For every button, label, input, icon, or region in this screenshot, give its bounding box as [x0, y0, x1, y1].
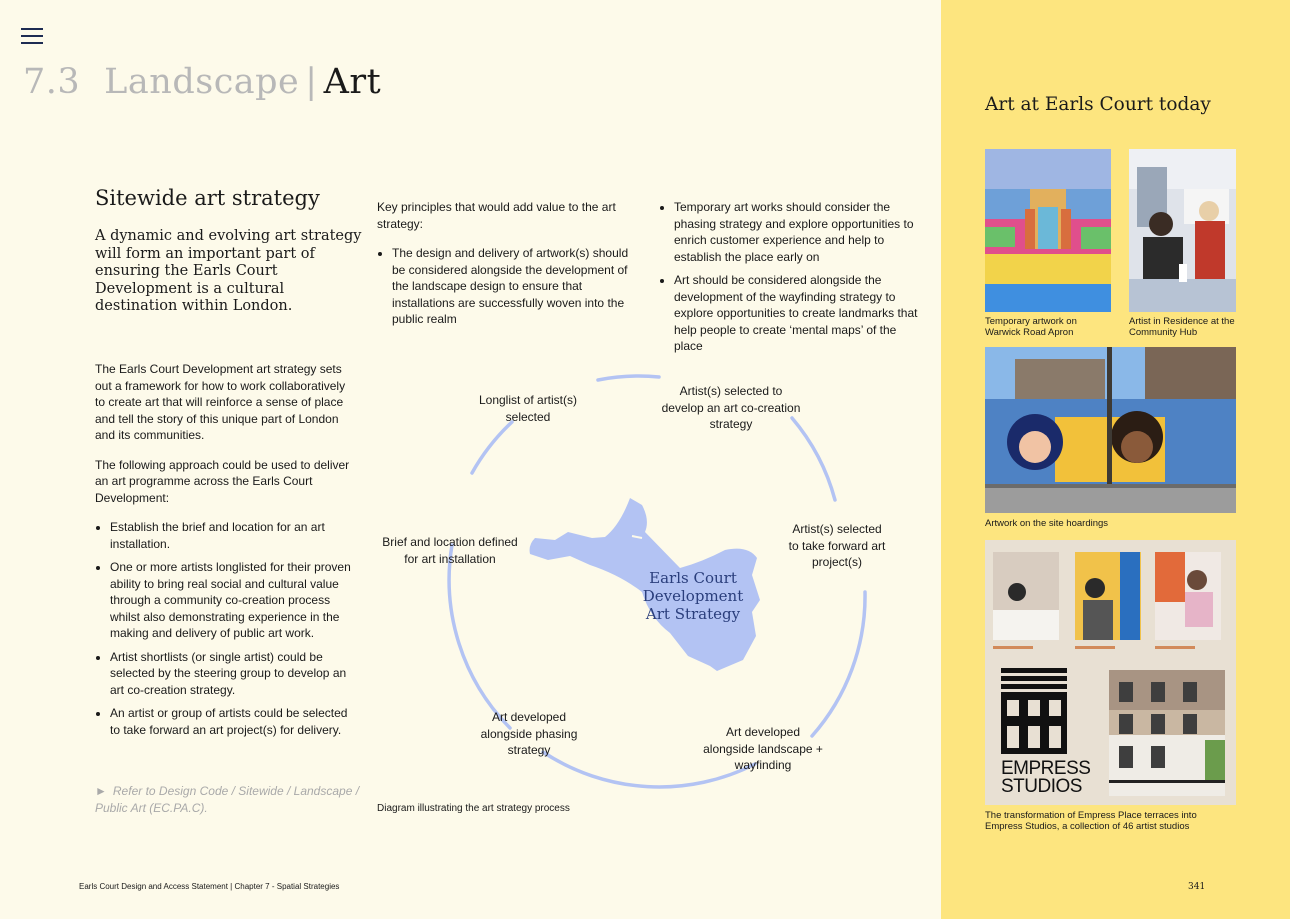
- list-item: • Establish the brief and location for an art installation.: [110, 519, 357, 552]
- principles-intro: Key principles that would add value to the art strategy:: [377, 200, 616, 231]
- art-strategy-diagram: [380, 360, 940, 800]
- section-title: Landscape: [104, 62, 300, 102]
- stage-develop-cocreation: Artist(s) selected to develop an art co-creation strategy: [661, 384, 801, 431]
- temporary-artwork-photo: [985, 149, 1111, 312]
- footer-text: Earls Court Design and Access Statement | Chapter 7 - Spatial Strategies: [79, 882, 340, 891]
- cycle-arc-6: [449, 545, 510, 728]
- arrow-right-icon: ►: [95, 784, 107, 798]
- principles-list: [377, 245, 639, 328]
- site-hoardings-caption: Artwork on the site hoardings: [985, 518, 1109, 529]
- list-item: • The design and delivery of artwork(s) should be considered alongside the development of the landscape design to ensure that installations are successfully woven into the public realm: [392, 245, 639, 328]
- diagram-caption: Diagram illustrating the art strategy process: [377, 803, 570, 814]
- cycle-arc-2: [598, 376, 659, 380]
- stage-longlist: Longlist of artist(s) selected: [478, 393, 578, 424]
- middle-column: [377, 199, 639, 335]
- panel-title: Art at Earls Court today: [985, 94, 1211, 115]
- empress-studios-collage: [985, 540, 1236, 805]
- stage-phasing: Art developed alongside phasing strategy: [480, 710, 578, 757]
- title-separator: |: [305, 62, 318, 102]
- design-code-reference[interactable]: [95, 783, 365, 817]
- cycle-arc-4: [812, 592, 865, 736]
- list-item: • Artist shortlists (or single artist) could be selected by the steering group to develop an art co-creation strategy.: [110, 649, 357, 699]
- cycle-arc-1: [472, 422, 512, 473]
- temporary-artwork-caption: Temporary artwork on Warwick Road Apron: [985, 316, 1077, 338]
- site-hoardings-photo: [985, 347, 1236, 513]
- stage-landscape-wayfinding: Art developed alongside landscape + wayfinding: [703, 725, 823, 772]
- approach-list: [95, 519, 357, 738]
- list-item: • Art should be considered alongside the development of the wayfinding strategy to explore opportunities to create landmarks that help people to create ‘mental maps’ of the place: [674, 272, 927, 355]
- page-title: [23, 62, 381, 102]
- empress-studios-caption: The transformation of Empress Place terraces into Empress Studios, a collection of 46 artist studios: [985, 810, 1197, 832]
- right-column: [659, 199, 927, 362]
- left-body: [95, 361, 357, 745]
- page-title-art: Art: [323, 62, 382, 102]
- reference-link[interactable]: Refer to Design Code / Sitewide / Landscape / Public Art (EC.PA.C).: [95, 784, 360, 815]
- artist-in-residence-photo: [1129, 149, 1236, 312]
- list-item: • Temporary art works should consider the phasing strategy and explore opportunities to enrich customer experience and help to establish the place early on: [674, 199, 927, 265]
- artist-in-residence-caption: Artist in Residence at the Community Hub: [1129, 316, 1235, 338]
- strategy-paragraph: The Earls Court Development art strategy sets out a framework for how to work collaboratively to create art that will reinforce a sense of place and tell the story of this unique part of London and its communities.: [95, 362, 346, 442]
- empress-place-terrace-photo: [1109, 670, 1225, 796]
- page-number: 341: [1188, 882, 1206, 892]
- principles-list-continued: [659, 199, 927, 355]
- empress-studios-logo: [1001, 668, 1071, 758]
- stage-take-forward: Artist(s) selected to take forward art project(s): [788, 522, 886, 569]
- list-item: • One or more artists longlisted for their proven ability to bring real social and cultural value through a community co-creation process whilst also demonstrating experience in the making and delivery of public art work.: [110, 559, 357, 642]
- section-heading: Sitewide art strategy: [95, 186, 320, 210]
- lead-paragraph: A dynamic and evolving art strategy will form an important part of ensuring the Earls Court Development is a cultural destination within London.: [95, 228, 362, 314]
- stage-brief-location: Brief and location defined for art installation: [382, 535, 518, 566]
- diagram-center-label: Earls Court Development Art Strategy: [642, 569, 744, 623]
- empress-studios-wordmark: EMPRESS STUDIOS: [1001, 758, 1091, 797]
- menu-icon[interactable]: [21, 28, 43, 46]
- approach-paragraph: The following approach could be used to deliver an art programme across the Earls Court Development:: [95, 457, 350, 505]
- list-item: • An artist or group of artists could be selected to take forward an art project(s) for delivery.: [110, 705, 357, 738]
- section-number: 7.3: [23, 62, 81, 102]
